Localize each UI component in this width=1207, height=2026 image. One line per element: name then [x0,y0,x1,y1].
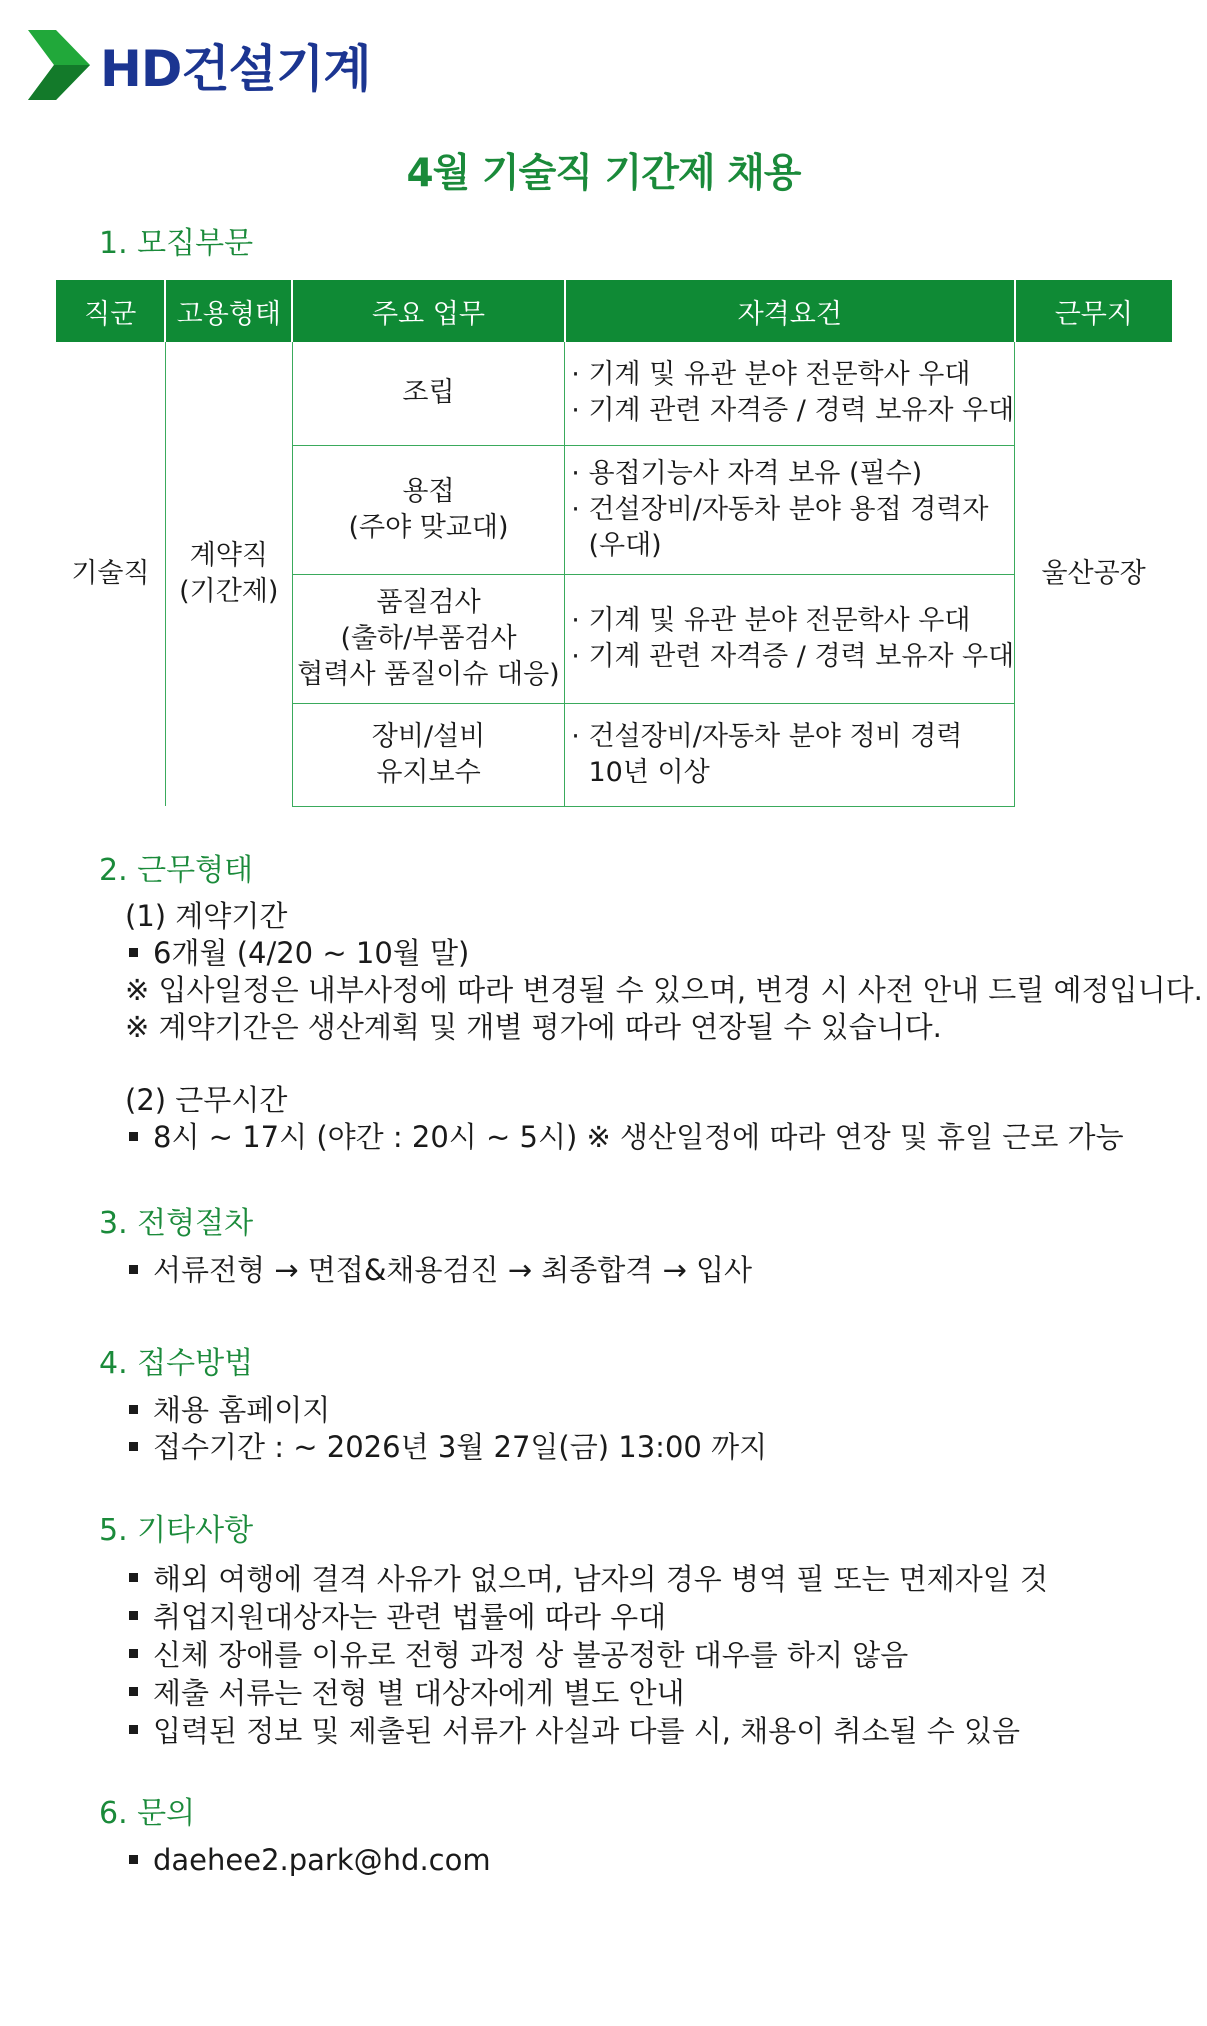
qualification-line: · 건설장비/자동차 분야 용접 경력자 [571,493,989,525]
duty-line: 조립 [402,377,455,409]
work-hours-block [125,1082,1124,1156]
employment-line: (기간제) [179,576,279,607]
etc-bullet: 취업지원대상자는 관련 법률에 따라 우대 [125,1598,1048,1636]
employment-line: 계약직 [189,540,268,571]
table-header-cell: 주요 업무 [292,280,565,342]
qualification-line: (우대) [571,529,662,561]
qualification-line: 10년 이상 [571,756,710,788]
etc-bullet: 제출 서류는 전형 별 대상자에게 별도 안내 [125,1674,1048,1712]
recruit-table [56,280,1172,807]
duty-line: 유지보수 [376,756,481,788]
process-block [125,1252,752,1289]
duty-cell [292,703,565,806]
table-header-row [56,280,1172,342]
work-period-bullet: 6개월 (4/20 ~ 10월 말) [125,935,1203,972]
etc-bullet: 해외 여행에 결격 사유가 없으며, 남자의 경우 병역 필 또는 면제자일 것 [125,1560,1048,1598]
qualification-line: · 기계 관련 자격증 / 경력 보유자 우대 [571,395,1015,427]
duty-cell [292,574,565,703]
apply-block [125,1392,767,1466]
table-header-cell: 직군 [56,280,165,342]
table-row [56,342,1172,445]
location-cell: 울산공장 [1015,342,1172,806]
duty-line: 품질검사 [376,586,481,618]
table-header-cell: 근무지 [1015,280,1172,342]
etc-bullet: 신체 장애를 이유로 전형 과정 상 불공정한 대우를 하지 않음 [125,1636,1048,1674]
work-period-title: (1) 계약기간 [125,899,288,933]
work-period-block [125,898,1203,1046]
table-header-cell: 고용형태 [165,280,292,342]
company-logo-text: HD건설기계 [100,40,371,98]
contact-email: daehee2.park@hd.com [125,1842,491,1879]
work-hours-bullet: 8시 ~ 17시 (야간 : 20시 ~ 5시) ※ 생산일정에 따라 연장 및 휴일 근로 가능 [125,1119,1124,1156]
duty-cell [292,342,565,445]
process-bullet: 서류전형 → 면접&채용검진 → 최종합격 → 입사 [125,1252,752,1289]
qualification-line: · 기계 관련 자격증 / 경력 보유자 우대 [571,640,1015,672]
contact-block [125,1842,491,1879]
section-heading-work: 2. 근무형태 [99,853,254,888]
qualification-cell [565,342,1015,445]
etc-bullet: 입력된 정보 및 제출된 서류가 사실과 다를 시, 채용이 취소될 수 있음 [125,1712,1048,1750]
section-heading-contact: 6. 문의 [99,1796,196,1831]
work-hours-title: (2) 근무시간 [125,1083,288,1117]
duty-line: (출하/부품검사 [340,622,517,654]
apply-bullet: 접수기간 : ~ 2026년 3월 27일(금) 13:00 까지 [125,1429,767,1466]
qualification-cell [565,703,1015,806]
duty-line: 협력사 품질이슈 대응) [297,658,560,690]
qualification-line: · 용접기능사 자격 보유 (필수) [571,457,923,489]
table-header-cell: 자격요건 [565,280,1015,342]
company-logo [28,30,371,100]
page-title: 4월 기술직 기간제 채용 [406,151,801,196]
qualification-line: · 건설장비/자동차 분야 정비 경력 [571,720,963,752]
duty-cell [292,445,565,574]
qualification-line: · 기계 및 유관 분야 전문학사 우대 [571,359,971,391]
duty-line: 용접 [402,475,455,507]
duty-line: 장비/설비 [371,720,486,752]
qualification-cell [565,445,1015,574]
qualification-cell [565,574,1015,703]
etc-block [125,1560,1048,1750]
duty-line: (주야 맞교대) [348,511,509,543]
section-heading-etc: 5. 기타사항 [99,1513,254,1548]
work-period-note: ※ 입사일정은 내부사정에 따라 변경될 수 있으며, 변경 시 사전 안내 드릴 예정입니다. [125,973,1203,1007]
hd-logo-mark-icon [28,30,94,100]
apply-bullet: 채용 홈페이지 [125,1392,767,1429]
job-group-cell: 기술직 [71,558,150,589]
section-heading-apply: 4. 접수방법 [99,1346,254,1381]
section-heading-process: 3. 전형절차 [99,1206,254,1241]
work-period-note: ※ 계약기간은 생산계획 및 개별 평가에 따라 연장될 수 있습니다. [125,1010,942,1044]
employment-cell [165,342,292,806]
section-heading-recruit: 1. 모집부문 [99,226,254,261]
qualification-line: · 기계 및 유관 분야 전문학사 우대 [571,604,971,636]
